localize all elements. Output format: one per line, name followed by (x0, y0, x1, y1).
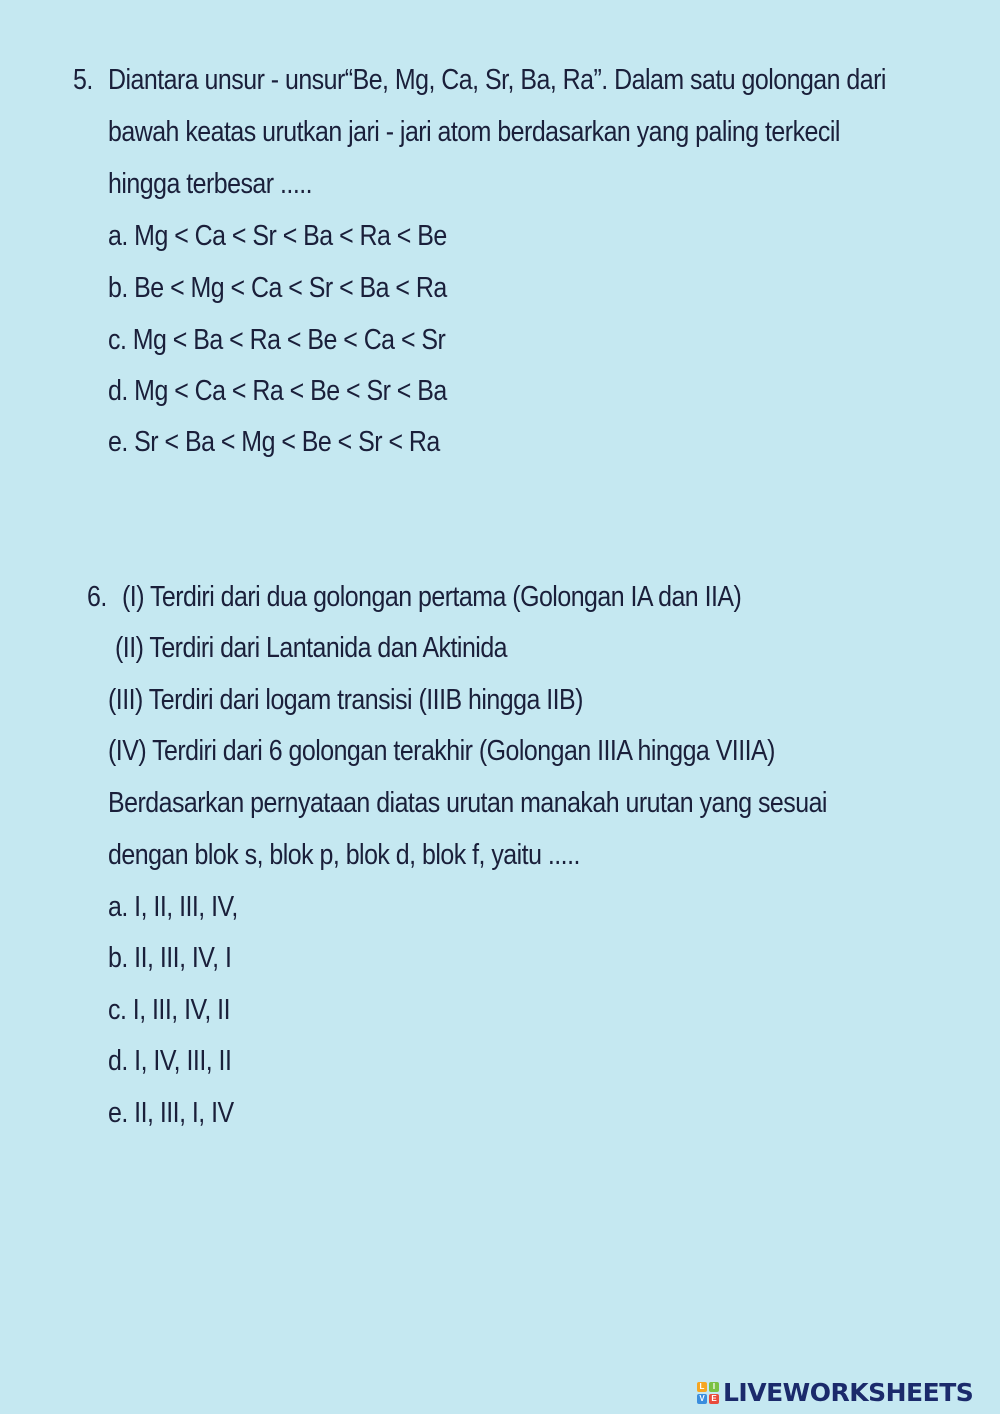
q6-option-a: a. I, II, III, IV, (108, 891, 238, 923)
q6-option-c: c. I, III, IV, II (108, 994, 230, 1026)
logo-mark-v: V (697, 1394, 707, 1404)
q6-number: 6. (87, 581, 107, 613)
q5-line-1: Diantara unsur - unsur“Be, Mg, Ca, Sr, Ba, Ra”. Dalam satu golongan dari (108, 64, 886, 96)
q6-statement-2: (II) Terdiri dari Lantanida dan Aktinida (115, 632, 508, 664)
q6-question-line-2: dengan blok s, blok p, blok d, blok f, yaitu ..... (108, 839, 580, 871)
logo-mark-i: I (709, 1382, 719, 1392)
q6-question-line-1: Berdasarkan pernyataan diatas urutan manakah urutan yang sesuai (108, 787, 827, 819)
q5-line-3: hingga terbesar ..... (108, 168, 313, 200)
q6-option-d: d. I, IV, III, II (108, 1045, 232, 1077)
q5-option-a: a. Mg < Ca < Sr < Ba < Ra < Be (108, 220, 447, 252)
q6-statement-1: (I) Terdiri dari dua golongan pertama (Golongan IA dan IIA) (122, 581, 742, 613)
logo-mark-l: L (697, 1382, 707, 1392)
logo-mark-icon (697, 1382, 719, 1404)
q6-option-b: b. II, III, IV, I (108, 942, 232, 974)
logo-mark-e: E (709, 1394, 719, 1404)
q5-option-e: e. Sr < Ba < Mg < Be < Sr < Ra (108, 426, 440, 458)
logo-text: LIVEWORKSHEETS (723, 1378, 974, 1407)
q6-statement-3: (III) Terdiri dari logam transisi (IIIB hingga IIB) (108, 684, 583, 716)
q5-option-c: c. Mg < Ba < Ra < Be < Ca < Sr (108, 324, 446, 356)
q5-option-b: b. Be < Mg < Ca < Sr < Ba < Ra (108, 272, 447, 304)
q5-option-d: d. Mg < Ca < Ra < Be < Sr < Ba (108, 375, 447, 407)
q6-option-e: e. II, III, I, IV (108, 1097, 234, 1129)
q5-line-2: bawah keatas urutkan jari - jari atom berdasarkan yang paling terkecil (108, 116, 840, 148)
q6-statement-4: (IV) Terdiri dari 6 golongan terakhir (Golongan IIIA hingga VIIIA) (108, 735, 775, 767)
liveworksheets-logo (697, 1378, 973, 1407)
q5-number: 5. (73, 64, 93, 96)
